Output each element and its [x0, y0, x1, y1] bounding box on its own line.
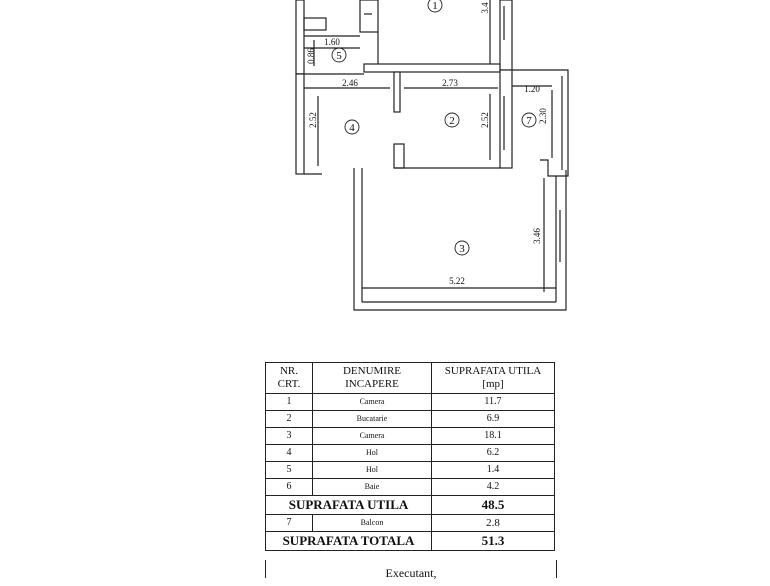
row-nr: 7 — [266, 515, 313, 532]
dim-label-2-46: 2.46 — [342, 78, 358, 88]
middle-wall-top — [364, 64, 500, 72]
dim-label-1-60: 1.60 — [324, 37, 340, 47]
room-number-5: 5 — [336, 50, 342, 62]
kitchen-wall-right — [500, 70, 512, 168]
wall-left-upper — [296, 0, 304, 74]
table-row — [266, 479, 555, 496]
partition-hall-kitchen — [394, 72, 400, 112]
bath-fixture — [304, 18, 326, 30]
row-name: Camera — [313, 394, 432, 411]
row-nr: 5 — [266, 462, 313, 479]
dim-label-2-52b: 2.52 — [480, 112, 490, 128]
row-nr: 2 — [266, 411, 313, 428]
row-nr: 3 — [266, 428, 313, 445]
dim-label-1-20: 1.20 — [524, 84, 540, 94]
row-nr: 1 — [266, 394, 313, 411]
total-value: 51.3 — [432, 532, 555, 551]
row-name: Bucatarie — [313, 411, 432, 428]
table-row — [266, 428, 555, 445]
room4-wall-left — [296, 74, 304, 174]
dim-label-3-46: 3.46 — [532, 228, 542, 244]
subtotal-label: SUPRAFATA UTILA — [266, 496, 432, 515]
room-number-7: 7 — [526, 115, 532, 127]
table-row — [266, 445, 555, 462]
row-area: 2.8 — [432, 515, 555, 532]
row-area: 4.2 — [432, 479, 555, 496]
row-nr: 4 — [266, 445, 313, 462]
dim-label-3-4: 3.4 — [480, 2, 490, 14]
row-name: Camera — [313, 428, 432, 445]
area-table — [265, 362, 555, 551]
header-name: DENUMIRE INCAPERE — [313, 363, 432, 394]
row-area: 1.4 — [432, 462, 555, 479]
total-row — [266, 532, 555, 551]
row-area: 6.2 — [432, 445, 555, 462]
dim-label-2-30: 2.30 — [538, 108, 548, 124]
room-number-2: 2 — [449, 115, 455, 127]
table-row — [266, 462, 555, 479]
table-row — [266, 394, 555, 411]
row-area: 6.9 — [432, 411, 555, 428]
row-name: Hol — [313, 462, 432, 479]
room-number-1: 1 — [432, 0, 438, 12]
subtotal-row — [266, 496, 555, 515]
room-number-4: 4 — [349, 122, 355, 134]
kitchen-fixture — [394, 144, 404, 168]
header-nr: NR. CRT. — [266, 363, 313, 394]
executant-label: Executant, — [265, 560, 557, 578]
bath-wall — [360, 0, 378, 32]
total-label: SUPRAFATA TOTALA — [266, 532, 432, 551]
dim-label-5-22: 5.22 — [449, 276, 465, 286]
subtotal-value: 48.5 — [432, 496, 555, 515]
row-name: Balcon — [313, 515, 432, 532]
table-header-row — [266, 363, 555, 394]
row-name: Hol — [313, 445, 432, 462]
table-row — [266, 411, 555, 428]
balcony-row — [266, 515, 555, 532]
row-nr: 6 — [266, 479, 313, 496]
dim-label-2-73: 2.73 — [442, 78, 458, 88]
room-number-3: 3 — [459, 243, 465, 255]
row-name: Baie — [313, 479, 432, 496]
row-area: 11.7 — [432, 394, 555, 411]
row-area: 18.1 — [432, 428, 555, 445]
header-area: SUPRAFATA UTILA [mp] — [432, 363, 555, 394]
dim-label-2-52a: 2.52 — [308, 112, 318, 128]
dim-label-0-86: 0.86 — [306, 48, 316, 64]
room1-wall-right — [500, 0, 512, 70]
